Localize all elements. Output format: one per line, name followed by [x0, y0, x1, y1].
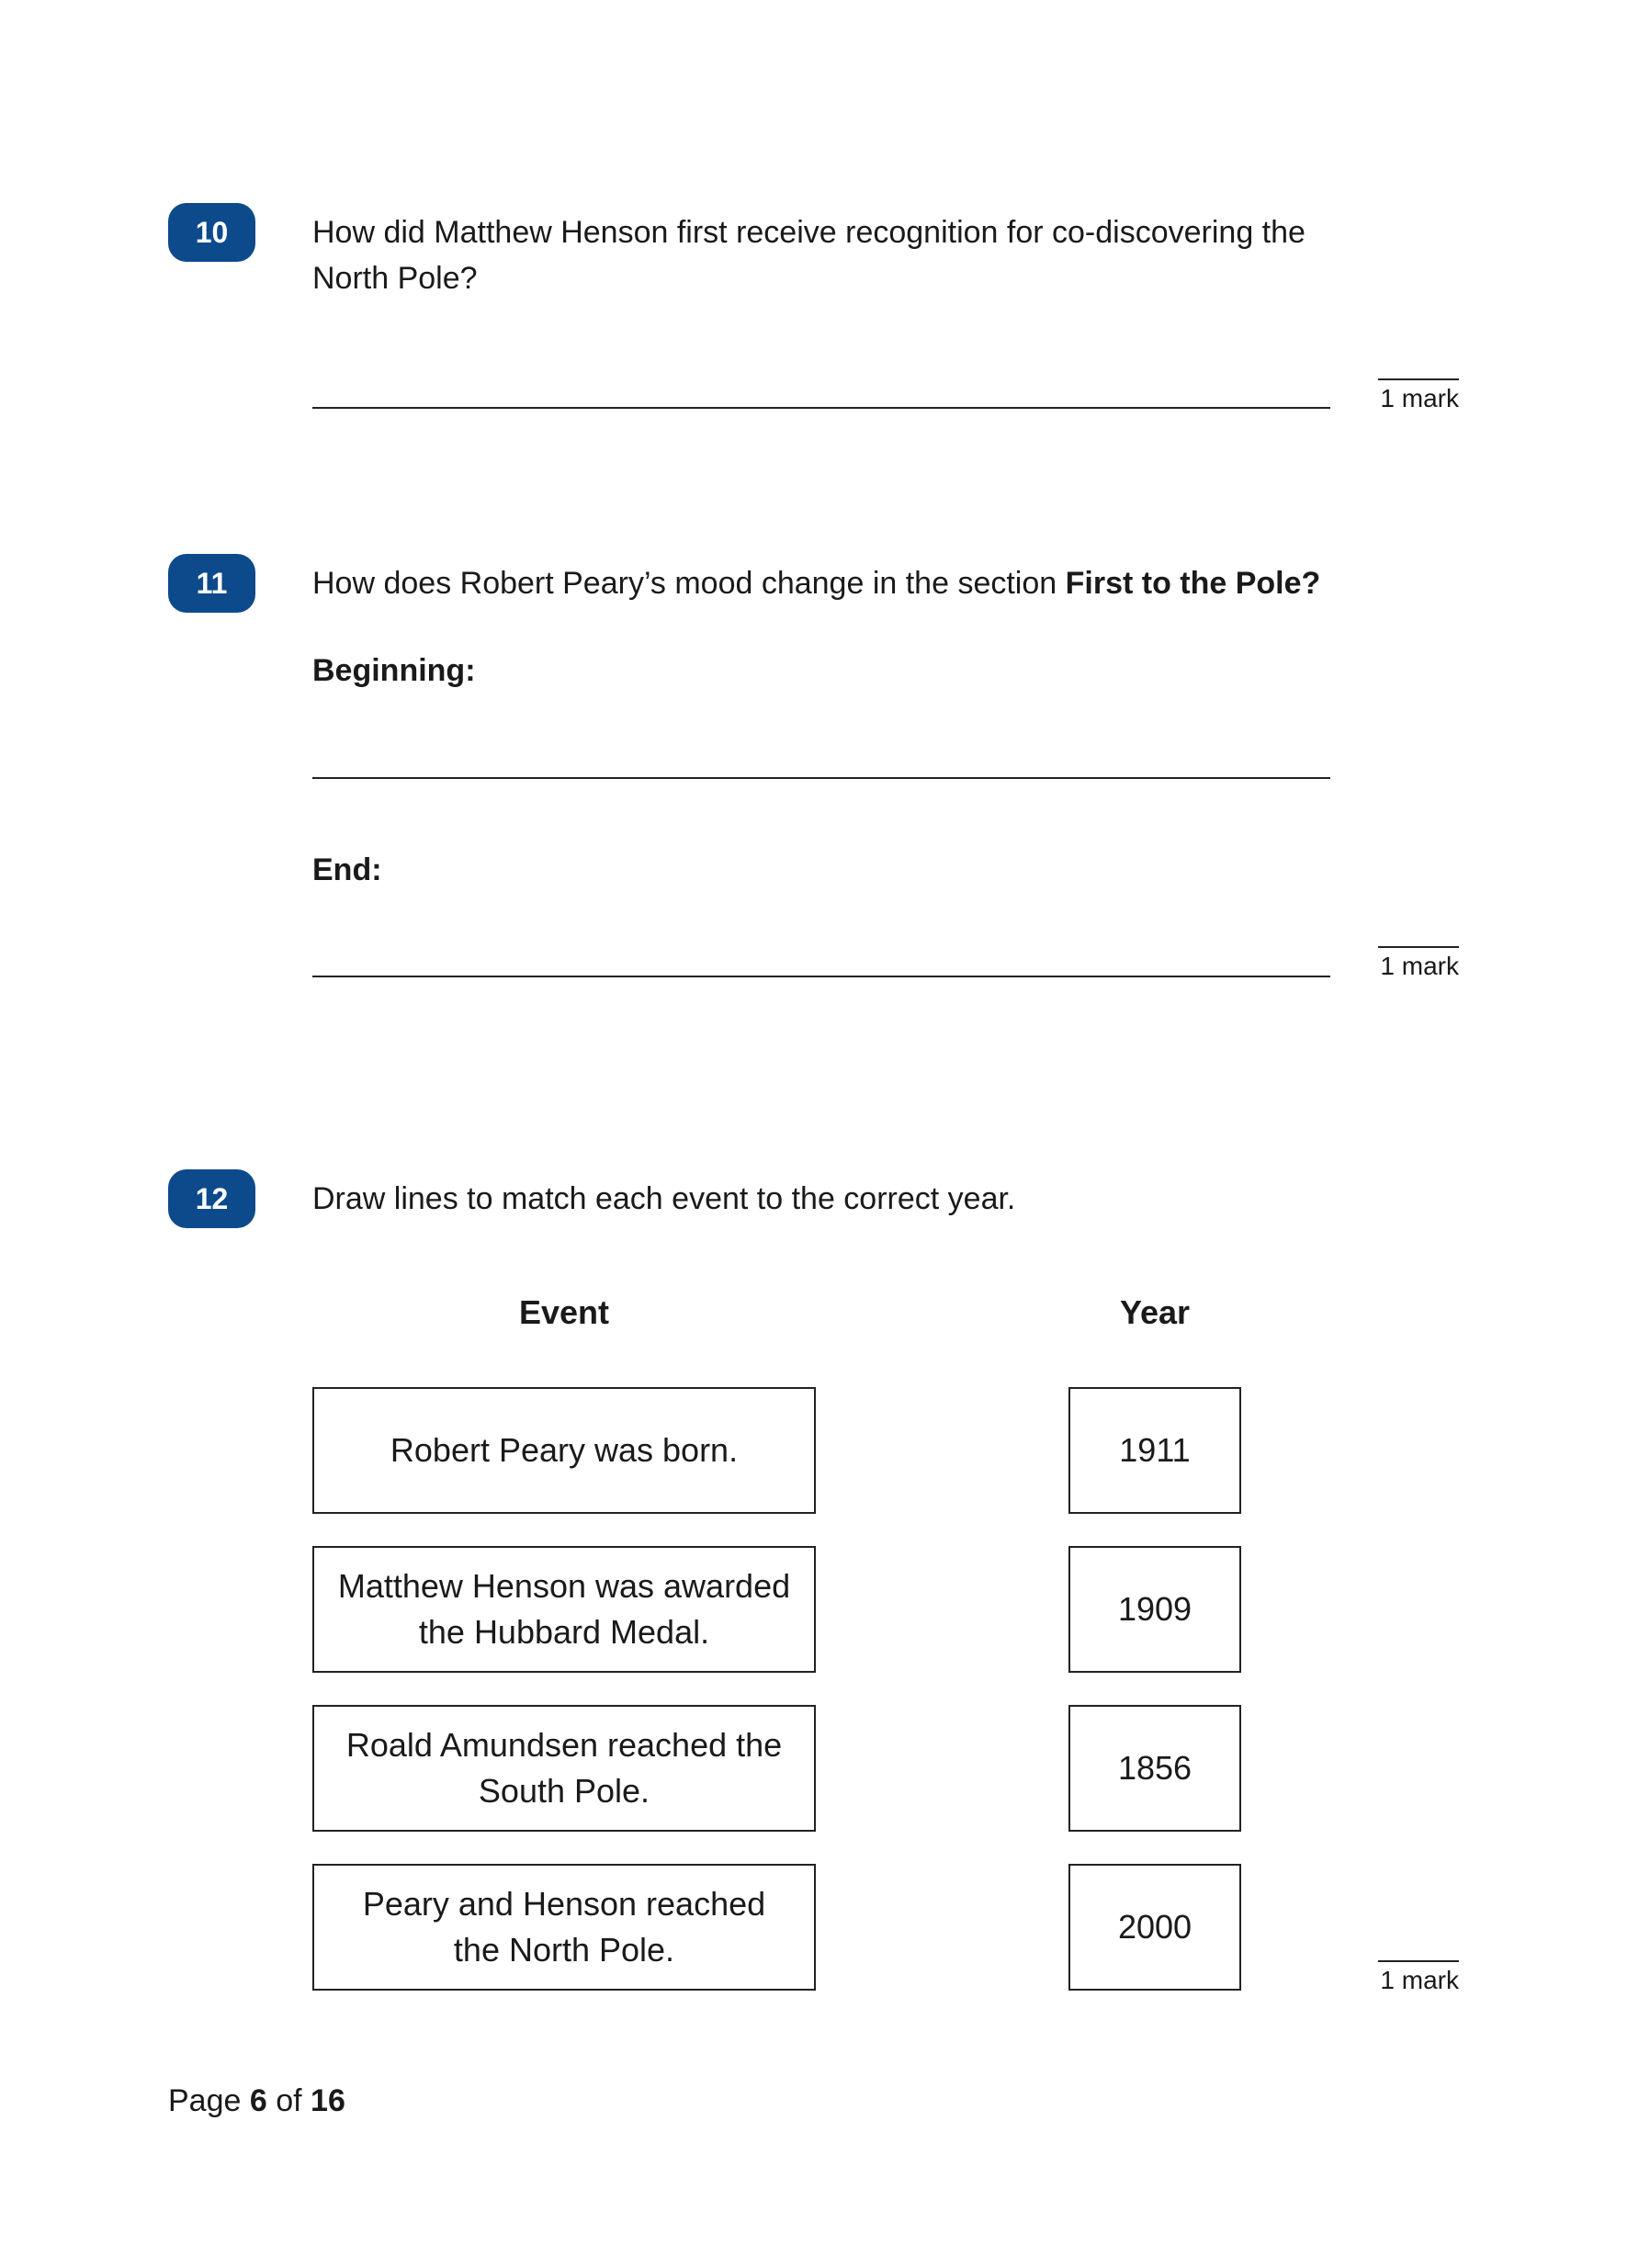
mark-label: 1 mark [1380, 1966, 1459, 1994]
question-11-text-prefix: How does Robert Peary’s mood change in the section [312, 566, 1066, 601]
event-text-line2: the Hubbard Medal. [418, 1613, 710, 1651]
mark-rule [1378, 946, 1459, 948]
mark-label: 1 mark [1380, 384, 1459, 412]
event-box[interactable] [312, 1864, 816, 1991]
answer-line-beginning[interactable] [312, 777, 1330, 779]
answer-line-q10[interactable] [312, 407, 1330, 409]
footer-prefix: Page [168, 2083, 250, 2118]
event-text-line1: Matthew Henson was awarded [337, 1567, 791, 1605]
year-box[interactable] [1068, 1705, 1241, 1832]
question-number-badge: 12 [168, 1169, 255, 1228]
year-column-header: Year [1119, 1293, 1191, 1331]
current-page-number: 6 [249, 2083, 267, 2118]
question-10-text-line2: North Pole? [312, 261, 478, 296]
year-box[interactable] [1068, 1546, 1241, 1673]
event-text-line1: Peary and Henson reached [362, 1885, 766, 1923]
year-text: 1909 [1117, 1590, 1193, 1628]
mark-rule [1378, 1960, 1459, 1962]
footer-middle: of [266, 2083, 311, 2118]
question-10-text [312, 209, 1306, 301]
beginning-label: Beginning: [312, 653, 476, 688]
event-text-line2: the North Pole. [453, 1931, 675, 1969]
total-page-count: 16 [311, 2083, 345, 2118]
event-box[interactable] [312, 1705, 816, 1832]
year-box[interactable] [1068, 1387, 1241, 1514]
question-12-text: Draw lines to match each event to the correct year. [312, 1181, 1016, 1216]
year-text: 2000 [1117, 1908, 1193, 1946]
question-number-badge: 10 [168, 203, 255, 262]
event-text-line2: South Pole. [478, 1772, 650, 1810]
year-text: 1911 [1119, 1431, 1191, 1469]
end-label: End: [312, 852, 382, 887]
event-column-header: Event [518, 1293, 610, 1331]
year-text: 1856 [1117, 1749, 1193, 1787]
year-box[interactable] [1068, 1864, 1241, 1991]
page-footer [168, 2083, 345, 2119]
answer-line-end[interactable] [312, 976, 1330, 977]
question-number-badge: 11 [168, 554, 255, 613]
mark-label: 1 mark [1380, 952, 1459, 980]
mark-rule [1378, 378, 1459, 380]
event-box[interactable] [312, 1546, 816, 1673]
question-11-section-title: First to the Pole? [1065, 566, 1321, 601]
event-text-line1: Roald Amundsen reached the [345, 1726, 783, 1764]
event-box[interactable] [312, 1387, 816, 1514]
question-10-text-line1: How did Matthew Henson first receive recognition for co-discovering the [312, 215, 1306, 250]
question-11-text [312, 560, 1320, 606]
event-text-line1: Robert Peary was born. [390, 1431, 739, 1469]
